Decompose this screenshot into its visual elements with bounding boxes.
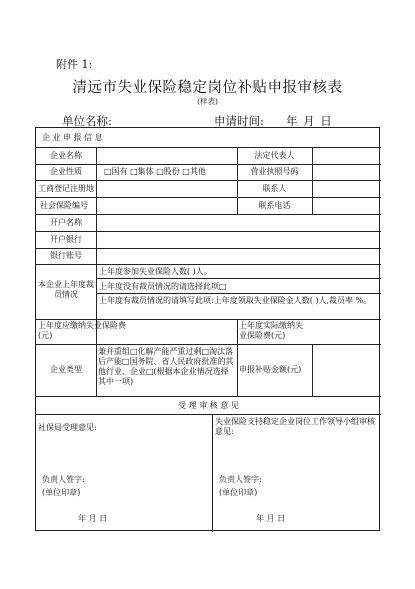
bureau-seal-label: (单位印章): [42, 488, 81, 497]
contact-label: 联系人: [262, 184, 287, 193]
row-divider: [36, 396, 381, 397]
section-enterprise-info: 企 业 申 报 信 息: [42, 133, 103, 142]
account-no-label: 银行账号: [50, 251, 82, 260]
unit-name-label: 单位名称:: [62, 114, 112, 128]
layoff-insured-count[interactable]: 上年度参加失业保险人数( )人。: [99, 267, 212, 276]
bank-label: 开户银行: [50, 235, 82, 244]
row-divider: [36, 344, 381, 345]
subsidy-amount-label: 申报补贴金额(元): [239, 365, 302, 374]
group-date-fields[interactable]: 年 月 日: [256, 514, 286, 523]
bureau-opinion-label: 社保局受理意见:: [38, 423, 97, 432]
layoff-none-option[interactable]: 上年度没有裁员情况的请选择此项□: [99, 282, 227, 291]
row-divider: [36, 147, 381, 148]
row-divider: [36, 264, 381, 265]
row-divider: [36, 164, 381, 165]
row-divider: [36, 231, 381, 232]
category-label: 企业类型: [50, 365, 82, 374]
bureau-signer-label: 负责人签字:: [42, 475, 85, 484]
row-divider: [36, 414, 381, 415]
form-title: 清远市失业保险稳定岗位补贴申报审核表: [72, 80, 343, 96]
group-opinion-label: 失业保险支持稳定企业岗位工作领导小组审核意见:: [215, 417, 375, 436]
paid-actual-label: 上年度实际缴纳失业保险费(元): [239, 321, 303, 340]
col-divider: [96, 147, 97, 264]
layoff-details[interactable]: 上年度有裁员情况的请填写此项:上年度领取失业保险金人数( )人,裁员率 %。: [99, 296, 372, 305]
legal-rep-label: 法定代表人: [254, 151, 295, 160]
group-signer-label: 负责人签字:: [219, 475, 262, 484]
category-options[interactable]: 兼并重组□化解产能严重过剩□淘汰落后产能□国务院、省人民政府批准的其他行业、企业□(根据本企业情况选择其中一项): [98, 347, 234, 386]
row-divider: [96, 278, 381, 279]
reg-address-label: 工商登记注册地: [38, 184, 94, 193]
col-divider: [312, 147, 313, 214]
row-divider: [36, 214, 381, 215]
row-divider: [36, 319, 381, 320]
sample-label: (样表): [197, 97, 218, 106]
apply-time-label: 申请时间:: [214, 114, 264, 128]
company-type-options[interactable]: □国有 □集体 □股份 □其他: [104, 167, 206, 176]
apply-date-fields[interactable]: 年 月 日: [286, 114, 333, 128]
license-no-label: 营业执照号码: [250, 167, 299, 176]
row-divider: [36, 248, 381, 249]
bureau-date-fields[interactable]: 年 月 日: [78, 514, 108, 523]
group-seal-label: (单位印章): [219, 488, 258, 497]
col-divider: [312, 344, 313, 396]
application-form-table: [35, 127, 380, 531]
attachment-label: 附件 1:: [56, 58, 93, 71]
row-divider: [36, 180, 381, 181]
company-type-label: 企业性质: [50, 167, 82, 176]
row-divider: [36, 197, 381, 198]
social-no-label: 社会保险编号: [40, 201, 88, 210]
layoff-label: 本企业上年度裁员情况: [38, 280, 94, 299]
company-name-label: 企业名称: [50, 151, 82, 160]
section-review: 受 理 审 核 意 见: [178, 401, 239, 410]
account-name-label: 开户名称: [50, 218, 82, 227]
phone-label: 联系电话: [258, 201, 291, 210]
col-divider: [237, 319, 238, 396]
col-divider: [212, 414, 213, 532]
col-divider: [96, 264, 97, 319]
paid-due-label: 上年度应缴纳失业保险费(元): [38, 321, 126, 340]
row-divider: [96, 293, 381, 294]
